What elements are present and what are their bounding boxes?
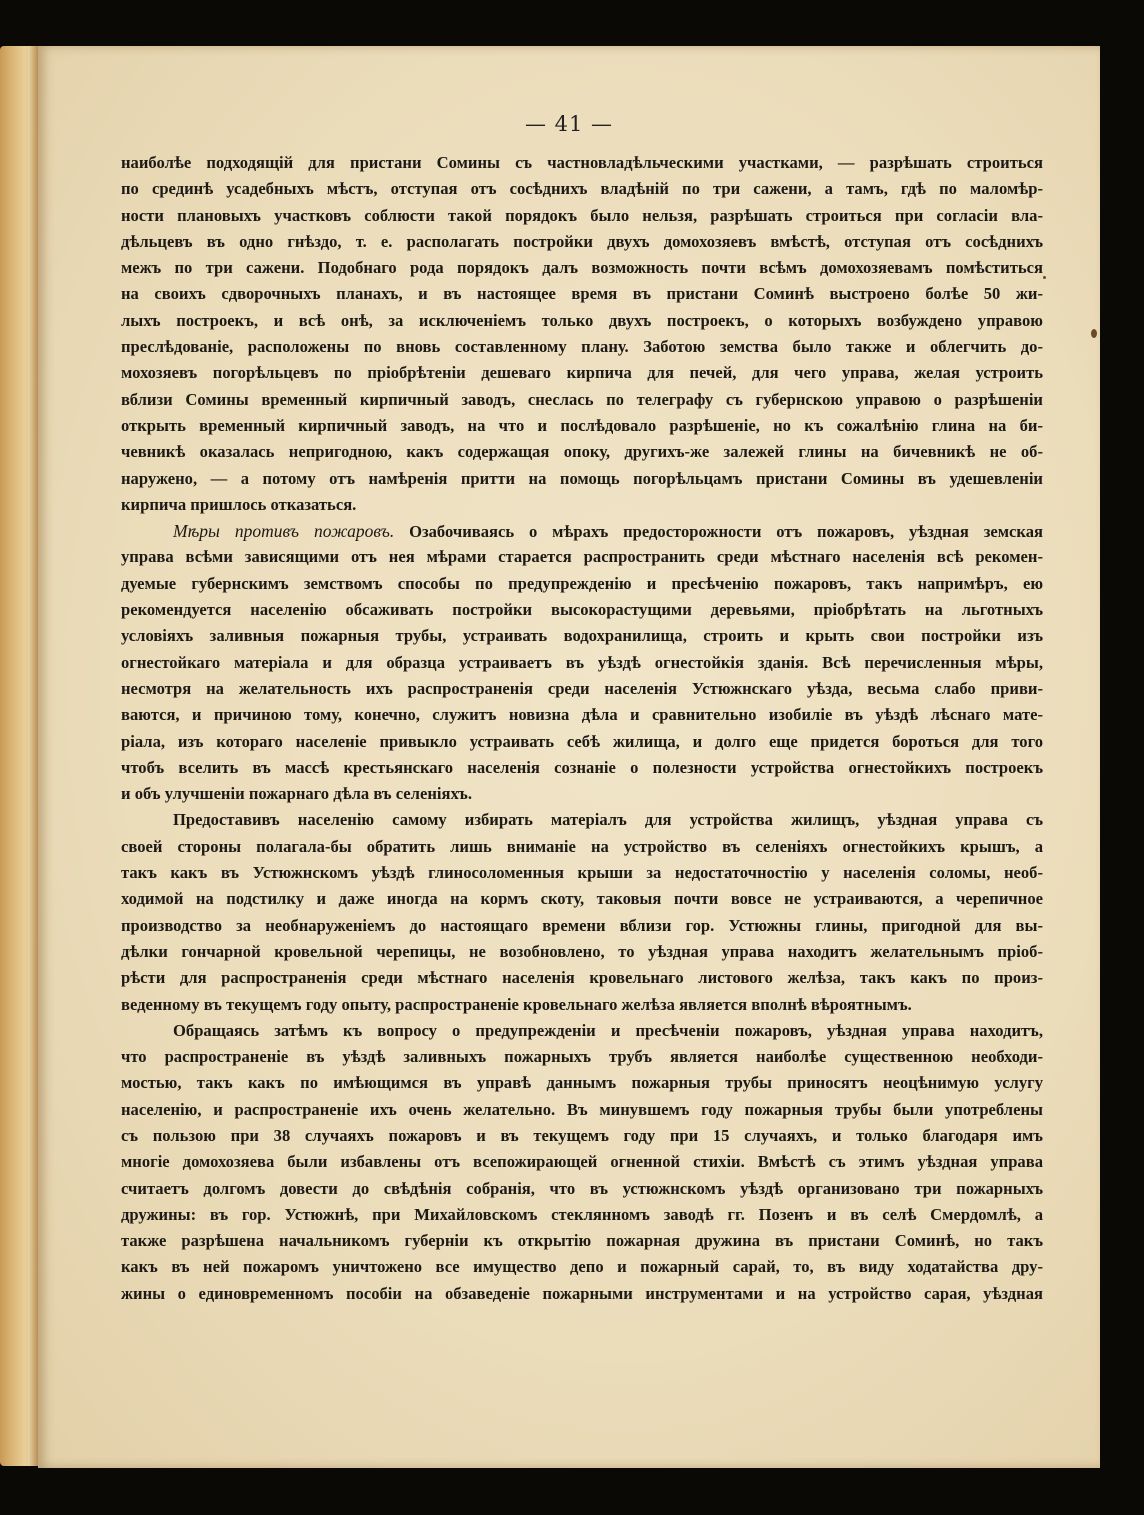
text-line: условіяхъ заливныя пожарныя трубы, устраивать водохранилища, строить и крыть свои постройки изъ (121, 626, 1043, 646)
text-line: ваются, и причиною тому, конечно, служитъ новизна дѣла и сравнительно изобиліе въ уѣздѣ лѣснаго мате- (121, 705, 1043, 725)
text-line: межъ по три сажени. Подобнаго рода порядокъ далъ возможность почти всѣмъ домохозяевамъ помѣститься (121, 258, 1043, 278)
text-line: рекомендуется населенію обсаживать постройки высокорастущими деревьями, пріобрѣтать на льготныхъ (121, 600, 1043, 620)
text-line: считаетъ долгомъ довести до свѣдѣнія собранія, что въ устюжнскомъ уѣздѣ организовано три пожарныхъ (121, 1178, 1043, 1198)
text-line: ріала, изъ котораго населеніе привыкло устраивать себѣ жилища, и долго еще придется бороться для того (121, 731, 1043, 751)
text-line: открыть временный кирпичный заводъ, на что и послѣдовало разрѣшеніе, но къ сожалѣнію глина на би- (121, 415, 1043, 435)
text-line: и объ улучшеніи пожарнаго дѣла въ селеніяхъ. (121, 784, 472, 804)
text-line: своей стороны полагала-бы обратить лишь вниманіе на устройство въ селеніяхъ огнестойкихъ крышъ, а (121, 836, 1043, 856)
document-page (38, 46, 1100, 1468)
paper-speck (1091, 329, 1097, 338)
text-line: управа всѣми зависящими отъ нея мѣрами старается распространить среди мѣстнаго населенія всѣ рекомен- (121, 547, 1043, 567)
text-line: Предоставивъ населенію самому избирать матеріалъ для устройства жилищъ, уѣздная управа съ (173, 810, 1043, 830)
text-line: наружено, — а потому отъ намѣренія притти на помощь погорѣльцамъ пристани Сомины въ удешевленіи (121, 468, 1043, 488)
text-line: также разрѣшена начальникомъ губерніи къ открытію пожарная дружина въ пристани Соминѣ, но такъ (121, 1231, 1043, 1251)
text-line: чевникѣ оказалась непригодною, какъ содержащая опоку, другихъ-же залежей глины на бичевникѣ не об- (121, 442, 1043, 462)
text-line: преслѣдованіе, расположены по вновь составленному плану. Заботою земства было также и облегчить до- (121, 337, 1043, 357)
text-line: веденному въ текущемъ году опыту, распространеніе кровельнаго желѣза является вполнѣ вѣроятнымъ. (121, 994, 912, 1014)
paragraph (121, 150, 1043, 518)
text-line: многіе домохозяева были избавлены отъ всепожирающей огненной стихіи. Вмѣстѣ съ этимъ уѣздная управа (121, 1152, 1043, 1172)
text-line: какъ въ ней пожаромъ уничтожено все имущество депо и пожарный сарай, то, въ виду ходатайства дру- (121, 1257, 1043, 1277)
text-line: жины о единовременномъ пособіи на обзаведеніе пожарными инструментами и на устройство сарая, уѣздная (121, 1283, 1043, 1303)
text-line: производство за необнаруженіемъ до настоящаго времени вблизи гор. Устюжны глины, пригодной для вы- (121, 915, 1043, 935)
text-line: мостью, такъ какъ по имѣющимся въ управѣ даннымъ пожарныя трубы приносятъ неоцѣнимую услугу (121, 1073, 1043, 1093)
text-line: ходимой на подстилку и даже иногда на кормъ скоту, таковыя почти вовсе не устраиваются, а черепичное (121, 889, 1043, 909)
section-heading: Мѣры противъ пожаровъ. (173, 521, 395, 542)
page-number: — 41 — (524, 112, 614, 136)
text-line: кирпича пришлось отказаться. (121, 494, 357, 514)
body-text (121, 150, 1043, 1307)
text-line: чтобъ вселить въ массѣ крестьянскаго населенія сознаніе о полезности устройства огнестойкихъ построекъ (121, 757, 1043, 777)
text-line: Обращаясь затѣмъ къ вопросу о предупрежденіи и пресѣченіи пожаровъ, уѣздная управа находитъ, (173, 1020, 1043, 1040)
text-line: ности плановыхъ участковъ соблюсти такой порядокъ было нельзя, разрѣшать строиться при согласіи вла- (121, 205, 1043, 225)
paper-speck (1043, 276, 1046, 279)
text-line: такъ какъ въ Устюжнскомъ уѣздѣ глиносоломенныя крыши за недостаточностію у населенія соломы, необ- (121, 863, 1043, 883)
text-span: Озабочиваясь о мѣрахъ предосторожности отъ пожаровъ, уѣздная земская (409, 522, 1043, 542)
text-line: дуемые губернскимъ земствомъ способы по предупрежденію и пресѣченію пожаровъ, такъ напримѣръ, ею (121, 573, 1043, 593)
book-gutter (28, 46, 38, 1466)
text-line: вблизи Сомины временный кирпичный заводъ, снеслась по телеграфу съ губернскою управою о разрѣшеніи (121, 389, 1043, 409)
text-line: огнестойкаго матеріала и для образца устраиваетъ въ уѣздѣ огнестойкія зданія. Всѣ перечисленныя мѣры, (121, 652, 1043, 672)
text-line: дѣльцевъ въ одно гнѣздо, т. е. располагать постройки двухъ домохозяевъ вмѣстѣ, отступая отъ сосѣднихъ (121, 231, 1043, 251)
text-line: рѣсти для распространенія среди мѣстнаго населенія кровельнаго листового желѣза, такъ какъ по произ- (121, 968, 1043, 988)
text-line: на своихъ сдворочныхъ планахъ, и въ настоящее время въ пристани Соминѣ выстроено болѣе 50 жи- (121, 284, 1043, 304)
text-line: что распространеніе въ уѣздѣ заливныхъ пожарныхъ трубъ является наиболѣе существенною необходи- (121, 1047, 1043, 1067)
text-line: населенію, и распространеніе ихъ очень желательно. Въ минувшемъ году пожарныя трубы были употреблены (121, 1099, 1043, 1119)
text-line: лыхъ построекъ, и всѣ онѣ, за исключеніемъ только двухъ построекъ, о которыхъ возбуждено управою (121, 310, 1043, 330)
text-line: по срединѣ усадебныхъ мѣстъ, отступая отъ сосѣднихъ владѣній по три сажени, а тамъ, гдѣ по маломѣр- (121, 179, 1043, 199)
text-line (121, 518, 1043, 544)
paragraph (121, 518, 1043, 807)
paragraph (121, 807, 1043, 1017)
text-line: несмотря на желательность ихъ распространенія среди населенія Устюжнскаго уѣзда, весьма слабо приви- (121, 678, 1043, 698)
text-line: съ пользою при 38 случаяхъ пожаровъ и въ текущемъ году при 15 случаяхъ, и только благодаря имъ (121, 1125, 1043, 1145)
paragraph (121, 1018, 1043, 1307)
text-line: дѣлки гончарной кровельной черепицы, не возобновлено, то уѣздная управа находитъ желательнымъ пріоб- (121, 941, 1043, 961)
text-line: наиболѣе подходящій для пристани Сомины съ частновладѣльческими участками, — разрѣшать строиться (121, 153, 1043, 172)
text-line: дружины: въ гор. Устюжнѣ, при Михайловскомъ стеклянномъ заводѣ гг. Позенъ и въ селѣ Смердомлѣ, а (121, 1204, 1043, 1224)
text-line: мохозяевъ погорѣльцевъ по пріобрѣтеніи дешеваго кирпича для печей, для чего управа, желая устроить (121, 363, 1043, 383)
